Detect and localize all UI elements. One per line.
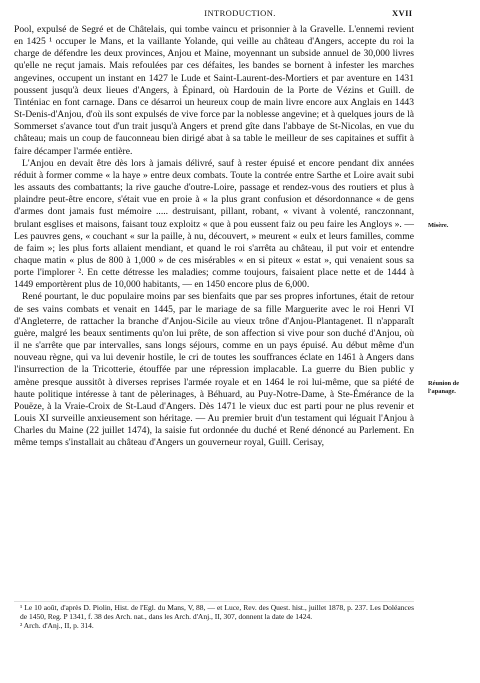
- paragraph: L'Anjou en devait être dès lors à jamais délivré, sauf à rester épuisé et encore pendant dix années réduit à former comme « la haye » entre deux combats. Toute la contrée entre Sarthe et Loire avait subi les assauts des combattants; la rive gauche d'outre-Loire, passage et rendez-vous des routiers et plus à plaindre peut-être encore, s'était vue en proie à « la plus grant confusion et désordonnance « de gens d'armes dont jamais fust mémoire ..... destruisant, pillant, robant, « vivant à volenté, ranczonnant, brulant esglises et maisons, faisant touz exploitz « que à pou eussent faiz ou peu faire les Angloys ». — Les pauvres gens, « couchant « sur la paille, à nu, découvert, » meurent « eulx et leurs familles, comme de faim »; les plus forts allaient mendiant, et quand le roi s'arrêta au château, il put voir et entendre chaque matin « plus de 800 à 1,000 » de ces misérables « en si piteux « estat », qui venaient sous sa porte l'implorer ². En cette détresse les maladies; comme toujours, faisaient place nette et de 1444 à 1449 emportèrent plus de 10,000 habitants, — en 1450 encore plus de 6,000.: [14, 157, 414, 291]
- footnote: ¹ Le 10 août, d'après D. Piolin, Hist. de l'Egl. du Mans, V, 88, — et Luce, Rev. des Quest. hist., juillet 1878, p. 237. Les Doléances de 1450, Reg. P 1341, f. 38 des Arch. nat., dans les Arch. d'Anj., II, 307, donnent la date de 1424.: [20, 603, 414, 622]
- margin-note-reunion: Réunion de l'apanage.: [428, 380, 460, 395]
- paragraph: Pool, expulsé de Segré et de Châtelais, qui tombe vaincu et prisonnier à la Gravelle. L'ennemi revient en 1425 ¹ occuper le Mans, et la vaillante Yolande, qui veille au château d'Angers, accepte du roi la charge de défendre les deux provinces, Anjou et Maine, moyennant un subside annuel de 30,000 livres qu'elle ne reçut jamais. Mais refoulées par ces défaites, les bandes se bornent à infester les marches angevines, occupent un instant en 1427 le Lude et Saint-Laurent-des-Mortiers et par aventure en 1431 poussent jusqu'à deux lieues d'Angers, à Épinard, où Hardouin de la Porte de Vézins et Guill. de Tinténiac en font carnage. Dans ce désarroi un heureux coup de main livre encore aux Anglais en 1443 St-Denis-d'Anjou, d'où ils sont expulsés de vive force par la noblesse angevine; et à quelques jours de là Sommerset s'avance tout d'un trait jusqu'à Angers et prend gîte dans l'abbaye de St-Nicolas, en vue du château; mais un coup de fauconneau bien dirigé abat à sa table le meilleur de ses capitaines et suffit à faire décamper l'armée entière.: [14, 24, 414, 157]
- margin-note-misere: Misère.: [428, 222, 449, 229]
- page-number: XVII: [392, 8, 413, 18]
- footnote: ² Arch. d'Anj., II, p. 314.: [20, 621, 94, 631]
- main-text: [14, 24, 414, 449]
- paragraph: René pourtant, le duc populaire moins par ses bienfaits que par ses propres infortunes, était de retour de ses vains combats et venait en 1445, par le mariage de sa fille Marguerite avec le roi Henri VI d'Angleterre, de rattacher la branche d'Anjou-Sicile au vieux trône d'Anjou-Plantagenet. Il n'apparaît guère, malgré les beaux sentiments qu'on lui prête, de son affection si vive pour son duché d'Anjou, où il ne s'arrête que par intervalles, sans longs séjours, comme en un pays épuisé. Au début même d'un nouveau règne, qui va lui devenir hostile, le cri de toutes les souffrances éclate en 1461 à Angers dans l'insurrection de la Tricotterie, étouffée par une répression implacable. La guerre du Bien public y amène presque aussitôt à diverses reprises l'armée royale et en 1464 le roi lui-même, que sa piété de haute politique intéresse à tant de pèlerinages, à Béhuard, au Puy-Notre-Dame, à Ste-Émérance de la Pouëze, à la Vraie-Croix de St-Laud d'Angers. Dès 1471 le vieux duc est parti pour ne plus revenir et Louis XI surveille anxieusement son héritage. — Au premier bruit d'un testament qui léguait l'Anjou à Charles du Maine (22 juillet 1474), la saisie fut ordonnée du duché et René dénoncé au Parlement. En même temps s'installait au château d'Angers un gouverneur royal, Guill. Cerisay,: [14, 291, 414, 449]
- running-title: INTRODUCTION.: [204, 8, 276, 18]
- footnotes: [20, 603, 414, 631]
- footnote-divider: [14, 601, 414, 602]
- running-header: [0, 8, 480, 22]
